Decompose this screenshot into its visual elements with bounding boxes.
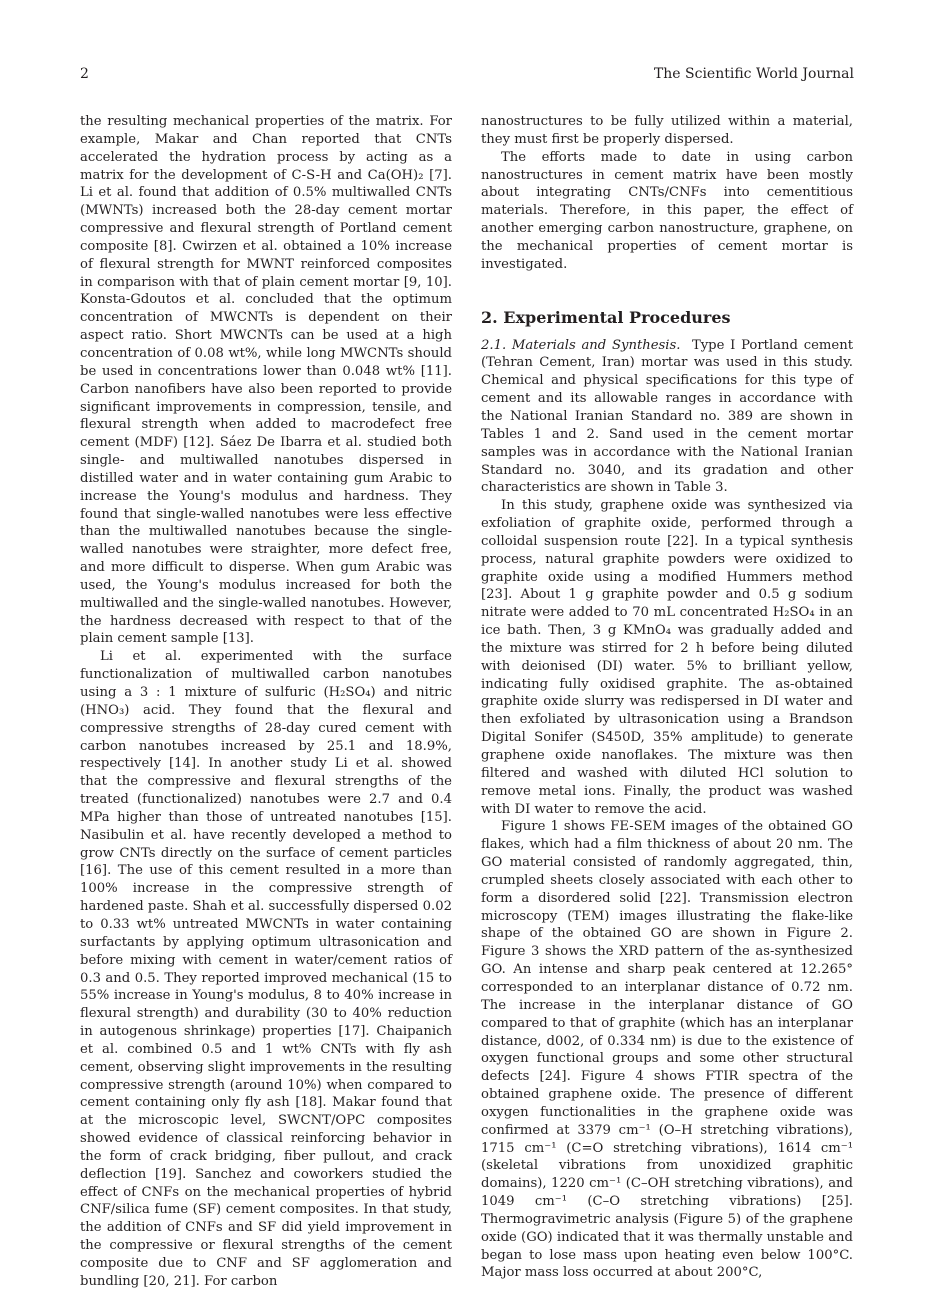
right-column — [481, 113, 853, 1282]
paragraph: nanostructures to be fully utilized within a material, they must first be properly dispersed. — [481, 114, 853, 147]
paragraph: Li et al. experimented with the surface functionalization of multiwalled carbon nanotubes using a 3 : 1 mixture of sulfuric (H₂SO₄) and nitric (HNO₃) acid. They found that the flexural and compressive strengths of 28-day cured cement with carbon nanotubes increased by 25.1 and 18.9%, respectively [14]. In another study Li et al. showed that the compressive and flexural strengths of the treated (functionalized) nanotubes were 2.7 and 0.4 MPa higher than those of untreated nanotubes [15]. Nasibulin et al. have recently developed a method to grow CNTs directly on the surface of cement particles [16]. The use of this cement resulted in a more than 100% increase in the compressive strength of hardened paste. Shah et al. successfully dispersed 0.02 to 0.33 wt% untreated MWCNTs in water containing surfactants by applying optimum ultrasonication and before mixing with cement in water/cement ratios of 0.3 and 0.5. They reported improved mechanical (15 to 55% increase in Young's modulus, 8 to 40% increase in flexural strength) and durability (30 to 40% reduction in autogenous shrinkage) properties [17]. Chaipanich et al. combined 0.5 and 1 wt% CNTs with fly ash cement, observing slight improvements in the resulting compressive strength (around 10%) when compared to cement containing only fly ash [18]. Makar found that at the microscopic level, SWCNT/OPC composites showed evidence of classical reinforcing behavior in the form of crack bridging, fiber pullout, and crack deflection [19]. Sanchez and coworkers studied the effect of CNFs on the mechanical properties of hybrid CNF/silica fume (SF) cement composites. In that study, the addition of CNFs and SF did yield improvement in the compressive or flexural strengths of the cement composite due to CNF and SF agglomeration and bundling [20, 21]. For carbon — [80, 649, 452, 1289]
left-column — [80, 113, 452, 1291]
section-heading: 2. Experimental Procedures — [481, 307, 731, 327]
paragraph: In this study, graphene oxide was synthesized via exfoliation of graphite oxide, performed through a colloidal suspension route [22]. In a typical synthesis process, natural graphite powders were oxidized to graphite oxide using a modified Hummers method [23]. About 1 g graphite powder and 0.5 g sodium nitrate were added to 70 mL concentrated H₂SO₄ in an ice bath. Then, 3 g KMnO₄ was gradually added and the mixture was stirred for 2 h before being diluted with deionised (DI) water. 5% to brilliant yellow, indicating fully oxidised graphite. The as-obtained graphite oxide slurry was redispersed in DI water and then exfoliated by ultrasonication using a Brandson Digital Sonifer (S450D, 35% amplitude) to generate graphene oxide nanoflakes. The mixture was then filtered and washed with diluted HCl solution to remove metal ions. Finally, the product was washed with DI water to remove the acid. — [481, 498, 853, 817]
paragraph — [481, 337, 853, 498]
paragraph: Figure 1 shows FE-SEM images of the obtained GO flakes, which had a film thickness of about 20 nm. The GO material consisted of randomly aggregated, thin, crumpled sheets closely associated with each other to form a disordered solid [22]. Transmission electron microscopy (TEM) images illustrating the flake-like shape of the obtained GO are shown in Figure 2. Figure 3 shows the XRD pattern of the as-synthesized GO. An intense and sharp peak centered at 12.265° corresponded to an interplanar distance of 0.72 nm. The increase in the interplanar distance of GO compared to that of graphite (which has an interplanar distance, d002, of 0.334 nm) is due to the existence of oxygen functional groups and some other structural defects [24]. Figure 4 shows FTIR spectra of the obtained graphene oxide. The presence of different oxygen functionalities in the graphene oxide was confirmed at 3379 cm⁻¹ (O–H stretching vibrations), 1715 cm⁻¹ (C=O stretching vibrations), 1614 cm⁻¹ (skeletal vibrations from unoxidized graphitic domains), 1220 cm⁻¹ (C–OH stretching vibrations), and 1049 cm⁻¹ (C–O stretching vibrations) [25]. Thermogravimetric analysis (Figure 5) of the graphene oxide (GO) indicated that it was thermally unstable and began to lose mass upon heating even below 100°C. Major mass loss occurred at about 200°C, — [481, 819, 853, 1281]
paragraph-text: Type I Portland cement (Tehran Cement, Iran) mortar was used in this study. Chemical and physical specifications for this type of cement and its allowable ranges in accordance with the National Iranian Standard no. 389 are shown in Tables 1 and 2. Sand used in the cement mortar samples was in accordance with the National Iranian Standard no. 3040, and its gradation and other characteristics are shown in Table 3. — [481, 337, 853, 496]
page-number: 2 — [80, 66, 89, 82]
page-header — [80, 66, 854, 88]
paragraph: The efforts made to date in using carbon nanostructures in cement matrix have been mostly about integrating CNTs/CNFs into cementitious materials. Therefore, in this paper, the effect of another emerging carbon nanostructure, graphene, on the mechanical properties of cement mortar is investigated. — [481, 149, 853, 272]
journal-name: The Scientific World Journal — [653, 66, 854, 82]
subsection-title: 2.1. Materials and Synthesis. — [481, 337, 681, 353]
paragraph: the resulting mechanical properties of the matrix. For example, Makar and Chan reported that CNTs accelerated the hydration process by acting as a matrix for the development of C-S-H and Ca(OH)₂ [7]. Li et al. found that addition of 0.5% multiwalled CNTs (MWNTs) increased both the 28-day cement mortar compressive and flexural strength of Portland cement composite [8]. Cwirzen et al. obtained a 10% increase of flexural strength for MWNT reinforced composites in comparison with that of plain cement mortar [9, 10]. Konsta-Gdoutos et al. concluded that the optimum concentration of MWCNTs is dependent on their aspect ratio. Short MWCNTs can be used at a high concentration of 0.08 wt%, while long MWCNTs should be used in concentrations lower than 0.048 wt% [11]. Carbon nanofibers have also been reported to provide significant improvements in compression, tensile, and flexural strength when added to macrodefect free cement (MDF) [12]. Sáez De Ibarra et al. studied both single- and multiwalled nanotubes dispersed in distilled water and in water containing gum Arabic to increase the Young's modulus and hardness. They found that single-walled nanotubes were less effective than the multiwalled nanotubes because the single-walled nanotubes were straighter, more defect free, and more difficult to disperse. When gum Arabic was used, the Young's modulus increased for both the multiwalled and the single-walled nanotubes. However, the hardness decreased with respect to that of the plain cement sample [13]. — [80, 114, 452, 647]
